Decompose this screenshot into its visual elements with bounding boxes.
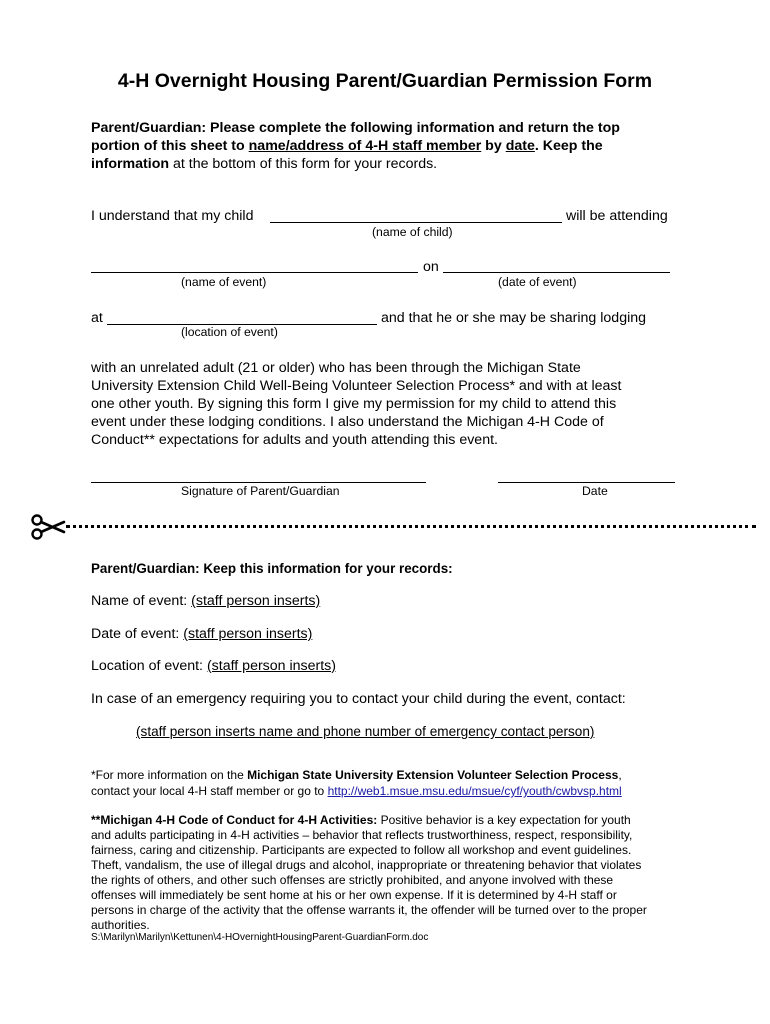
footnote-2-line: authorities. [91, 918, 150, 932]
emergency-contact-value: (staff person inserts name and phone number of emergency contact person) [136, 724, 595, 739]
child-name-caption: (name of child) [372, 225, 453, 239]
footnote-2-line-1 [91, 813, 631, 828]
record-value: (staff person inserts) [183, 626, 313, 642]
file-path: S:\Marilyn\Marilyn\Kettunen\4-HOvernightHousingParent-GuardianForm.doc [91, 932, 429, 943]
footnote-2-line: persons in charge of the activity that the offense warrants it, the offender will be turned over to the proper [91, 903, 647, 917]
date-placeholder: date [505, 138, 535, 154]
signature-field[interactable] [91, 482, 426, 483]
instructions-line-1: Parent/Guardian: Please complete the following information and return the top [91, 120, 620, 136]
child-suffix: will be attending [566, 208, 668, 224]
footnote-2-line: Theft, vandalism, the use of illegal drugs and alcohol, inappropriate or threatening behavior that violates [91, 858, 642, 872]
event-date-field[interactable] [443, 272, 670, 273]
record-label: Location of event: [91, 658, 207, 674]
instructions-line-3 [91, 155, 437, 173]
footnote-1-line-1 [91, 768, 622, 783]
signature-date-caption: Date [582, 484, 608, 498]
footnote-bold: Michigan State University Extension Volunteer Selection Process [247, 768, 619, 782]
record-value: (staff person inserts) [206, 658, 337, 674]
footnote-text: , [618, 768, 622, 782]
scissors-icon [30, 512, 66, 542]
volunteer-selection-link[interactable]: http://web1.msue.msu.edu/msue/cyf/youth/cwbvsp.html [327, 784, 622, 798]
signature-caption: Signature of Parent/Guardian [181, 484, 340, 498]
footnote-bold: **Michigan 4-H Code of Conduct for 4-H Activities: [91, 813, 378, 827]
instructions-text: information [91, 156, 170, 172]
record-date-row [91, 625, 312, 643]
footnote-text: *For more information on the [91, 768, 248, 782]
footnote-1-line-2 [91, 784, 622, 799]
record-name-row [91, 592, 320, 610]
record-label: Name of event: [91, 593, 192, 609]
event-date-caption: (date of event) [498, 275, 577, 289]
record-label: Date of event: [91, 626, 184, 642]
lodging-suffix: and that he or she may be sharing lodging [381, 310, 647, 326]
child-prefix: I understand that my child [91, 208, 254, 224]
footnote-2-line: the rights of others, and other such offenses are strictly prohibited, and anyone involved with these [91, 873, 614, 887]
footnote-text: Positive behavior is a key expectation for youth [377, 813, 631, 827]
signature-date-field[interactable] [498, 482, 675, 483]
consent-paragraph-line: event under these lodging conditions. I also understand the Michigan 4-H Code of [91, 414, 604, 430]
emergency-text: In case of an emergency requiring you to contact your child during the event, contact: [91, 691, 626, 707]
records-heading: Parent/Guardian: Keep this information for your records: [91, 561, 453, 576]
instructions-text: at the bottom of this form for your records. [169, 156, 438, 172]
instructions-text: portion of this sheet to [91, 138, 249, 154]
on-word: on [423, 259, 439, 275]
instructions-text: . Keep the [534, 138, 603, 154]
instructions-text: by [481, 138, 506, 154]
instructions-line-2 [91, 137, 603, 155]
staff-member-placeholder: name/address of 4-H staff member [248, 138, 482, 154]
footnote-2-line: fairness, caring and citizenship. Participants are expected to follow all workshop and event guidelines. [91, 843, 632, 857]
at-word: at [91, 310, 103, 326]
consent-paragraph-line: Conduct** expectations for adults and youth attending this event. [91, 432, 498, 448]
consent-paragraph-line: University Extension Child Well-Being Volunteer Selection Process* and with at least [91, 378, 622, 394]
record-value: (staff person inserts) [191, 593, 321, 609]
cut-line [66, 525, 756, 528]
consent-paragraph-line: with an unrelated adult (21 or older) who has been through the Michigan State [91, 360, 581, 376]
page-title: 4-H Overnight Housing Parent/Guardian Permission Form [117, 70, 653, 92]
child-name-field[interactable] [270, 222, 562, 223]
event-name-field[interactable] [91, 272, 418, 273]
footnote-2-line: and adults participating in 4-H activities – behavior that reflects trustworthiness, respect, responsibility, [91, 828, 633, 842]
footnote-text: contact your local 4-H staff member or go to [91, 784, 328, 798]
footnote-2-line: offenses will immediately be sent home at his or her own expense. If it is determined by 4-H staff or [91, 888, 617, 902]
record-location-row [91, 657, 336, 675]
consent-paragraph-line: one other youth. By signing this form I give my permission for my child to attend this [91, 396, 617, 412]
event-location-caption: (location of event) [181, 325, 278, 339]
event-name-caption: (name of event) [181, 275, 267, 289]
